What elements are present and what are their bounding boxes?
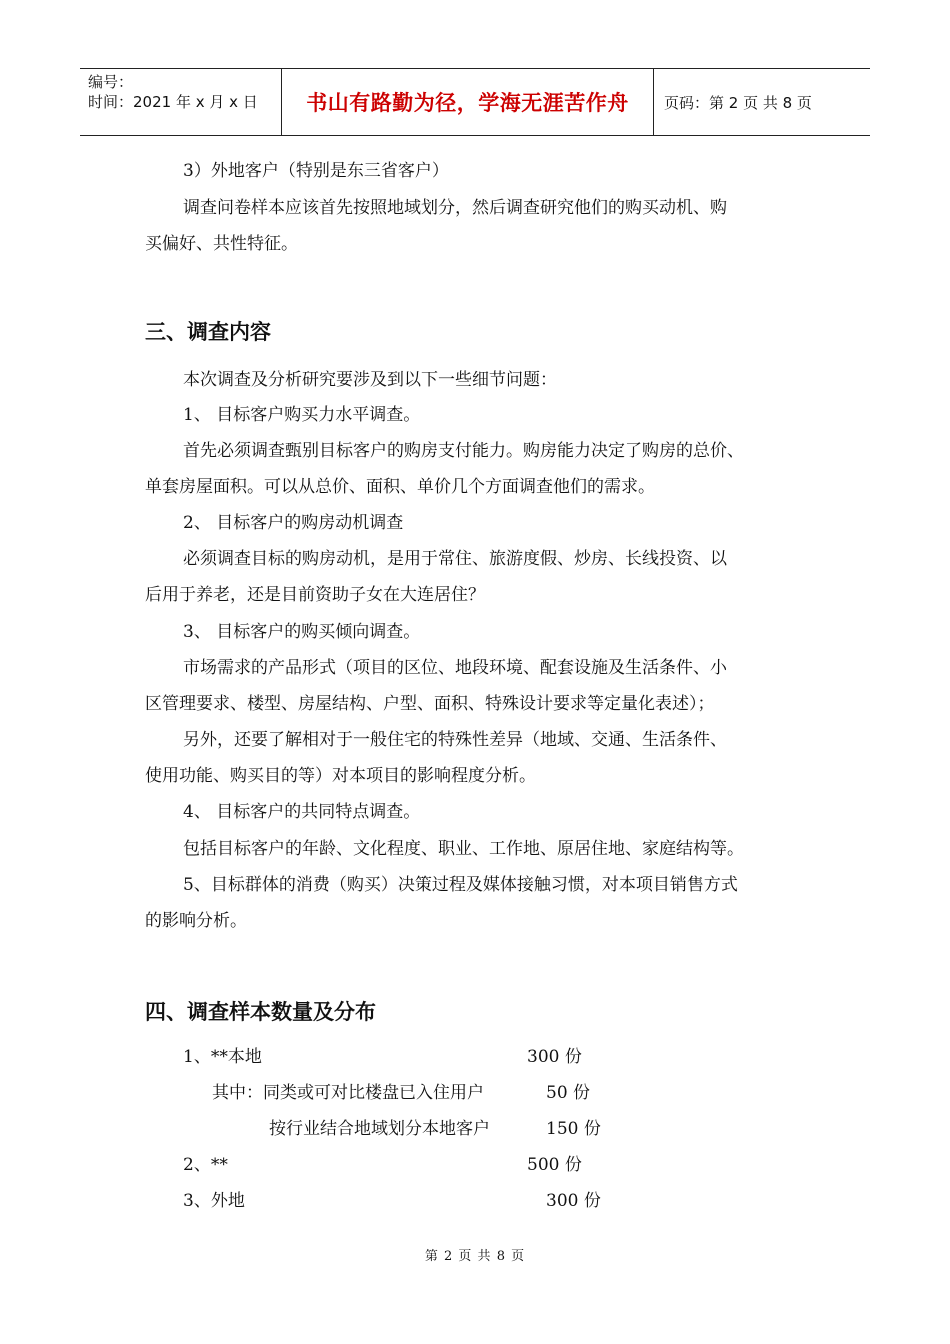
page-footer: 第 2 页 共 8 页 [424, 1249, 526, 1264]
sample-row-value: 500 份 [527, 1155, 582, 1175]
header-motto: 书山有路勤为径，学海无涯苦作舟 [282, 69, 654, 135]
paragraph-line: 区管理要求、楼型、房屋结构、户型、面积、特殊设计要求等定量化表述）； [145, 694, 715, 714]
paragraph-line: 买偏好、共性特征。 [145, 234, 298, 254]
header-table [80, 68, 870, 136]
sample-row-value: 300 份 [527, 1047, 582, 1067]
sample-row-label: 1、**本地 [183, 1047, 262, 1067]
sample-row-label: 按行业结合地域划分本地客户 [269, 1119, 490, 1139]
section-intro: 本次调查及分析研究要涉及到以下一些细节问题： [183, 370, 557, 390]
document-number-label: 编号： [88, 73, 134, 91]
paragraph-line: 的影响分析。 [145, 911, 247, 931]
sample-row-label: 其中：同类或可对比楼盘已入住用户 [212, 1083, 484, 1103]
item-title-2: 2、 目标客户的购房动机调查 [183, 513, 404, 533]
sample-row-label: 3、外地 [183, 1191, 245, 1211]
paragraph-line: 使用功能、购买目的等）对本项目的影响程度分析。 [145, 766, 536, 786]
paragraph-line: 另外，还要了解相对于一般住宅的特殊性差异（地域、交通、生活条件、 [183, 730, 727, 750]
header-meta [80, 69, 282, 135]
section-heading-3: 三、调查内容 [145, 320, 271, 344]
item-title-4: 4、 目标客户的共同特点调查。 [183, 802, 421, 822]
paragraph-line: 市场需求的产品形式（项目的区位、地段环境、配套设施及生活条件、小 [183, 658, 727, 678]
paragraph-line: 后用于养老，还是目前资助子女在大连居住？ [145, 585, 485, 605]
sample-row-value: 300 份 [546, 1191, 601, 1211]
paragraph-line: 首先必须调查甄别目标客户的购房支付能力。购房能力决定了购房的总价、 [183, 441, 744, 461]
section-heading-4: 四、调查样本数量及分布 [145, 1000, 376, 1024]
item-title-1: 1、 目标客户购买力水平调查。 [183, 405, 421, 425]
header-page-info: 页码：第 2 页 共 8 页 [664, 93, 812, 112]
sample-row-label: 2、** [183, 1155, 228, 1175]
paragraph-line: 单套房屋面积。可以从总价、面积、单价几个方面调查他们的需求。 [145, 477, 655, 497]
paragraph-line: 包括目标客户的年龄、文化程度、职业、工作地、原居住地、家庭结构等。 [183, 839, 744, 859]
paragraph-line: 调查问卷样本应该首先按照地域划分，然后调查研究他们的购买动机、购 [183, 198, 727, 218]
document-date: 时间：2021 年 x 月 x 日 [88, 93, 258, 111]
sample-row-value: 150 份 [546, 1119, 601, 1139]
item-title-3: 3、 目标客户的购买倾向调查。 [183, 622, 421, 642]
client-type-3: 3）外地客户（特别是东三省客户） [183, 161, 449, 181]
paragraph-line: 必须调查目标的购房动机，是用于常住、旅游度假、炒房、长线投资、以 [183, 549, 727, 569]
sample-row-value: 50 份 [546, 1083, 591, 1103]
item-title-5: 5、目标群体的消费（购买）决策过程及媒体接触习惯，对本项目销售方式 [183, 875, 738, 895]
